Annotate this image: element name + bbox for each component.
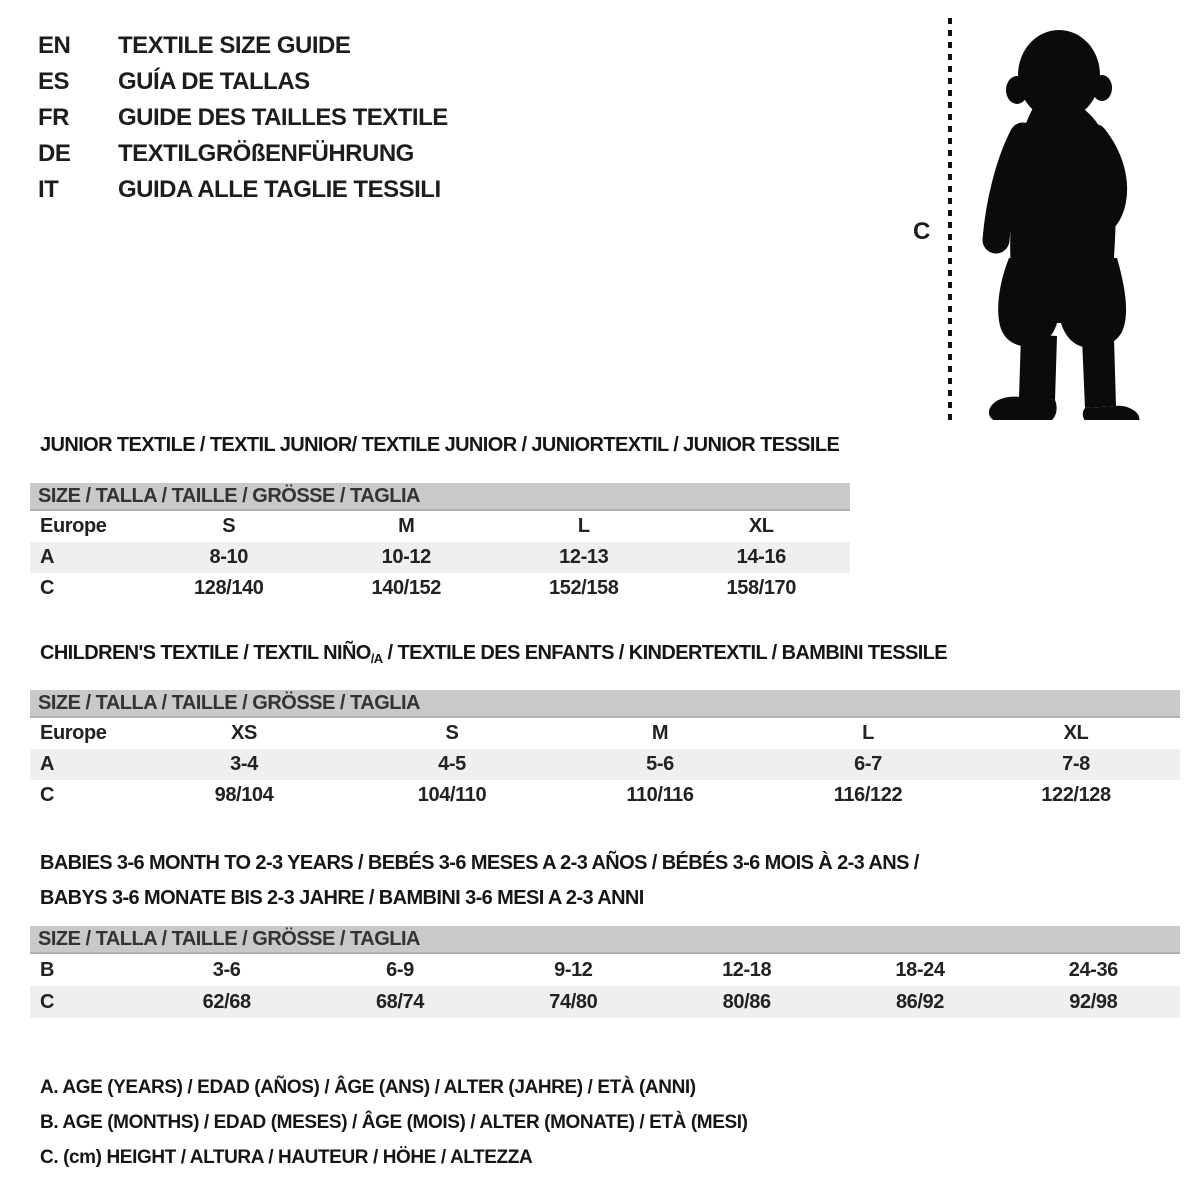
value-cell: 18-24: [895, 958, 945, 981]
size-cell: L: [862, 722, 874, 744]
value-cell: 92/98: [1069, 990, 1118, 1013]
row-label: B: [40, 958, 55, 981]
guide-title-es: GUÍA DE TALLAS: [118, 68, 310, 95]
value-cell: 140/152: [371, 577, 441, 599]
value-cell: 6-9: [386, 958, 414, 981]
value-cell: 4-5: [438, 753, 466, 775]
value-cell: 5-6: [646, 753, 674, 775]
junior-size-table: [30, 483, 850, 604]
value-cell: 80/86: [722, 990, 771, 1013]
row-label: C: [40, 784, 55, 806]
junior-section-title: JUNIOR TEXTILE / TEXTIL JUNIOR/ TEXTILE JUNIOR / JUNIORTEXTIL / JUNIOR TESSILE: [40, 434, 840, 456]
size-cell: XL: [748, 515, 774, 537]
value-cell: 110/116: [626, 784, 694, 806]
value-cell: 9-12: [554, 958, 593, 981]
table-row-age-years: [30, 542, 850, 573]
language-title-block: [38, 28, 448, 208]
value-cell: 98/104: [214, 784, 274, 806]
value-cell: 152/158: [549, 577, 619, 599]
size-cell: M: [398, 515, 415, 537]
measurement-legend: [40, 1070, 748, 1175]
children-title-main: CHILDREN'S TEXTILE / TEXTIL NIÑO: [40, 642, 371, 664]
value-cell: 122/128: [1041, 784, 1111, 806]
guide-title-it: GUIDA ALLE TAGLIE TESSILI: [118, 176, 441, 203]
lang-code: EN: [38, 32, 71, 59]
value-cell: 104/110: [417, 784, 487, 806]
value-cell: 6-7: [854, 753, 882, 775]
size-cell: XS: [231, 722, 257, 744]
guide-title-de: TEXTILGRÖßENFÜHRUNG: [118, 140, 414, 167]
lang-code: IT: [38, 176, 59, 203]
lang-row-fr: [38, 100, 448, 136]
value-cell: 24-36: [1068, 958, 1118, 981]
row-label: C: [40, 990, 55, 1013]
row-label: A: [40, 546, 55, 568]
height-measure-label: C: [913, 218, 931, 245]
size-cell: L: [577, 515, 590, 537]
size-cell: S: [445, 722, 459, 744]
table-row-height-cm: [30, 986, 1180, 1018]
table-row-europe: [30, 718, 1180, 749]
measurement-figure: [905, 14, 1175, 426]
value-cell: 7-8: [1062, 753, 1090, 775]
babies-section-title-line1: BABIES 3-6 MONTH TO 2-3 YEARS / BEBÉS 3-6 MESES A 2-3 AÑOS / BÉBÉS 3-6 MOIS À 2-3 ANS /: [40, 852, 919, 874]
table-row-height-cm: [30, 780, 1180, 811]
legend-height-cm: C. (cm) HEIGHT / ALTURA / HAUTEUR / HÖHE / ALTEZZA: [40, 1147, 533, 1168]
lang-row-it: [38, 172, 448, 208]
value-cell: 86/92: [895, 990, 945, 1013]
value-cell: 3-4: [230, 753, 258, 775]
guide-title-fr: GUIDE DES TAILLES TEXTILE: [118, 104, 448, 131]
size-cell: M: [651, 722, 669, 744]
guide-title-en: TEXTILE SIZE GUIDE: [118, 32, 351, 59]
height-dashed-line: [948, 18, 952, 420]
size-cell: S: [222, 515, 236, 537]
value-cell: 62/68: [202, 990, 251, 1013]
row-label: Europe: [40, 515, 107, 537]
table-row-age-months: [30, 954, 1180, 986]
children-title-subscript: /A: [370, 651, 383, 666]
table-row-age-years: [30, 749, 1180, 780]
row-label: C: [40, 577, 55, 599]
value-cell: 128/140: [194, 577, 264, 599]
size-header-bar: SIZE / TALLA / TAILLE / GRÖSSE / TAGLIA: [30, 926, 1180, 954]
lang-code: DE: [38, 140, 71, 167]
size-cell: XL: [1063, 722, 1089, 744]
legend-age-years: A. AGE (YEARS) / EDAD (AÑOS) / ÂGE (ANS) / ALTER (JAHRE) / ETÀ (ANNI): [40, 1077, 696, 1098]
value-cell: 10-12: [381, 546, 431, 568]
value-cell: 12-18: [722, 958, 772, 981]
toddler-silhouette-image: [963, 18, 1147, 420]
size-header-bar: SIZE / TALLA / TAILLE / GRÖSSE / TAGLIA: [30, 483, 850, 511]
lang-row-en: [38, 28, 448, 64]
value-cell: 158/170: [726, 577, 796, 599]
lang-row-de: [38, 136, 448, 172]
children-title-rest: / TEXTILE DES ENFANTS / KINDERTEXTIL / BAMBINI TESSILE: [382, 642, 948, 664]
children-section-title: [40, 642, 947, 665]
value-cell: 68/74: [375, 990, 425, 1013]
value-cell: 74/80: [549, 990, 598, 1013]
size-header-bar: SIZE / TALLA / TAILLE / GRÖSSE / TAGLIA: [30, 690, 1180, 718]
value-cell: 8-10: [209, 546, 248, 568]
lang-code: FR: [38, 104, 69, 131]
lang-code: ES: [38, 68, 70, 95]
lang-row-es: [38, 64, 448, 100]
babies-size-table: [30, 926, 1180, 1018]
row-label: Europe: [40, 722, 107, 744]
children-size-table: [30, 690, 1180, 811]
table-row-europe: [30, 511, 850, 542]
value-cell: 14-16: [736, 546, 786, 568]
value-cell: 12-13: [559, 546, 609, 568]
legend-age-months: B. AGE (MONTHS) / EDAD (MESES) / ÂGE (MOIS) / ALTER (MONATE) / ETÀ (MESI): [40, 1112, 748, 1133]
value-cell: 3-6: [212, 958, 241, 981]
value-cell: 116/122: [833, 784, 903, 806]
row-label: A: [40, 753, 55, 775]
table-row-height-cm: [30, 573, 850, 604]
babies-section-title-line2: BABYS 3-6 MONATE BIS 2-3 JAHRE / BAMBINI 3-6 MESI A 2-3 ANNI: [40, 887, 644, 909]
